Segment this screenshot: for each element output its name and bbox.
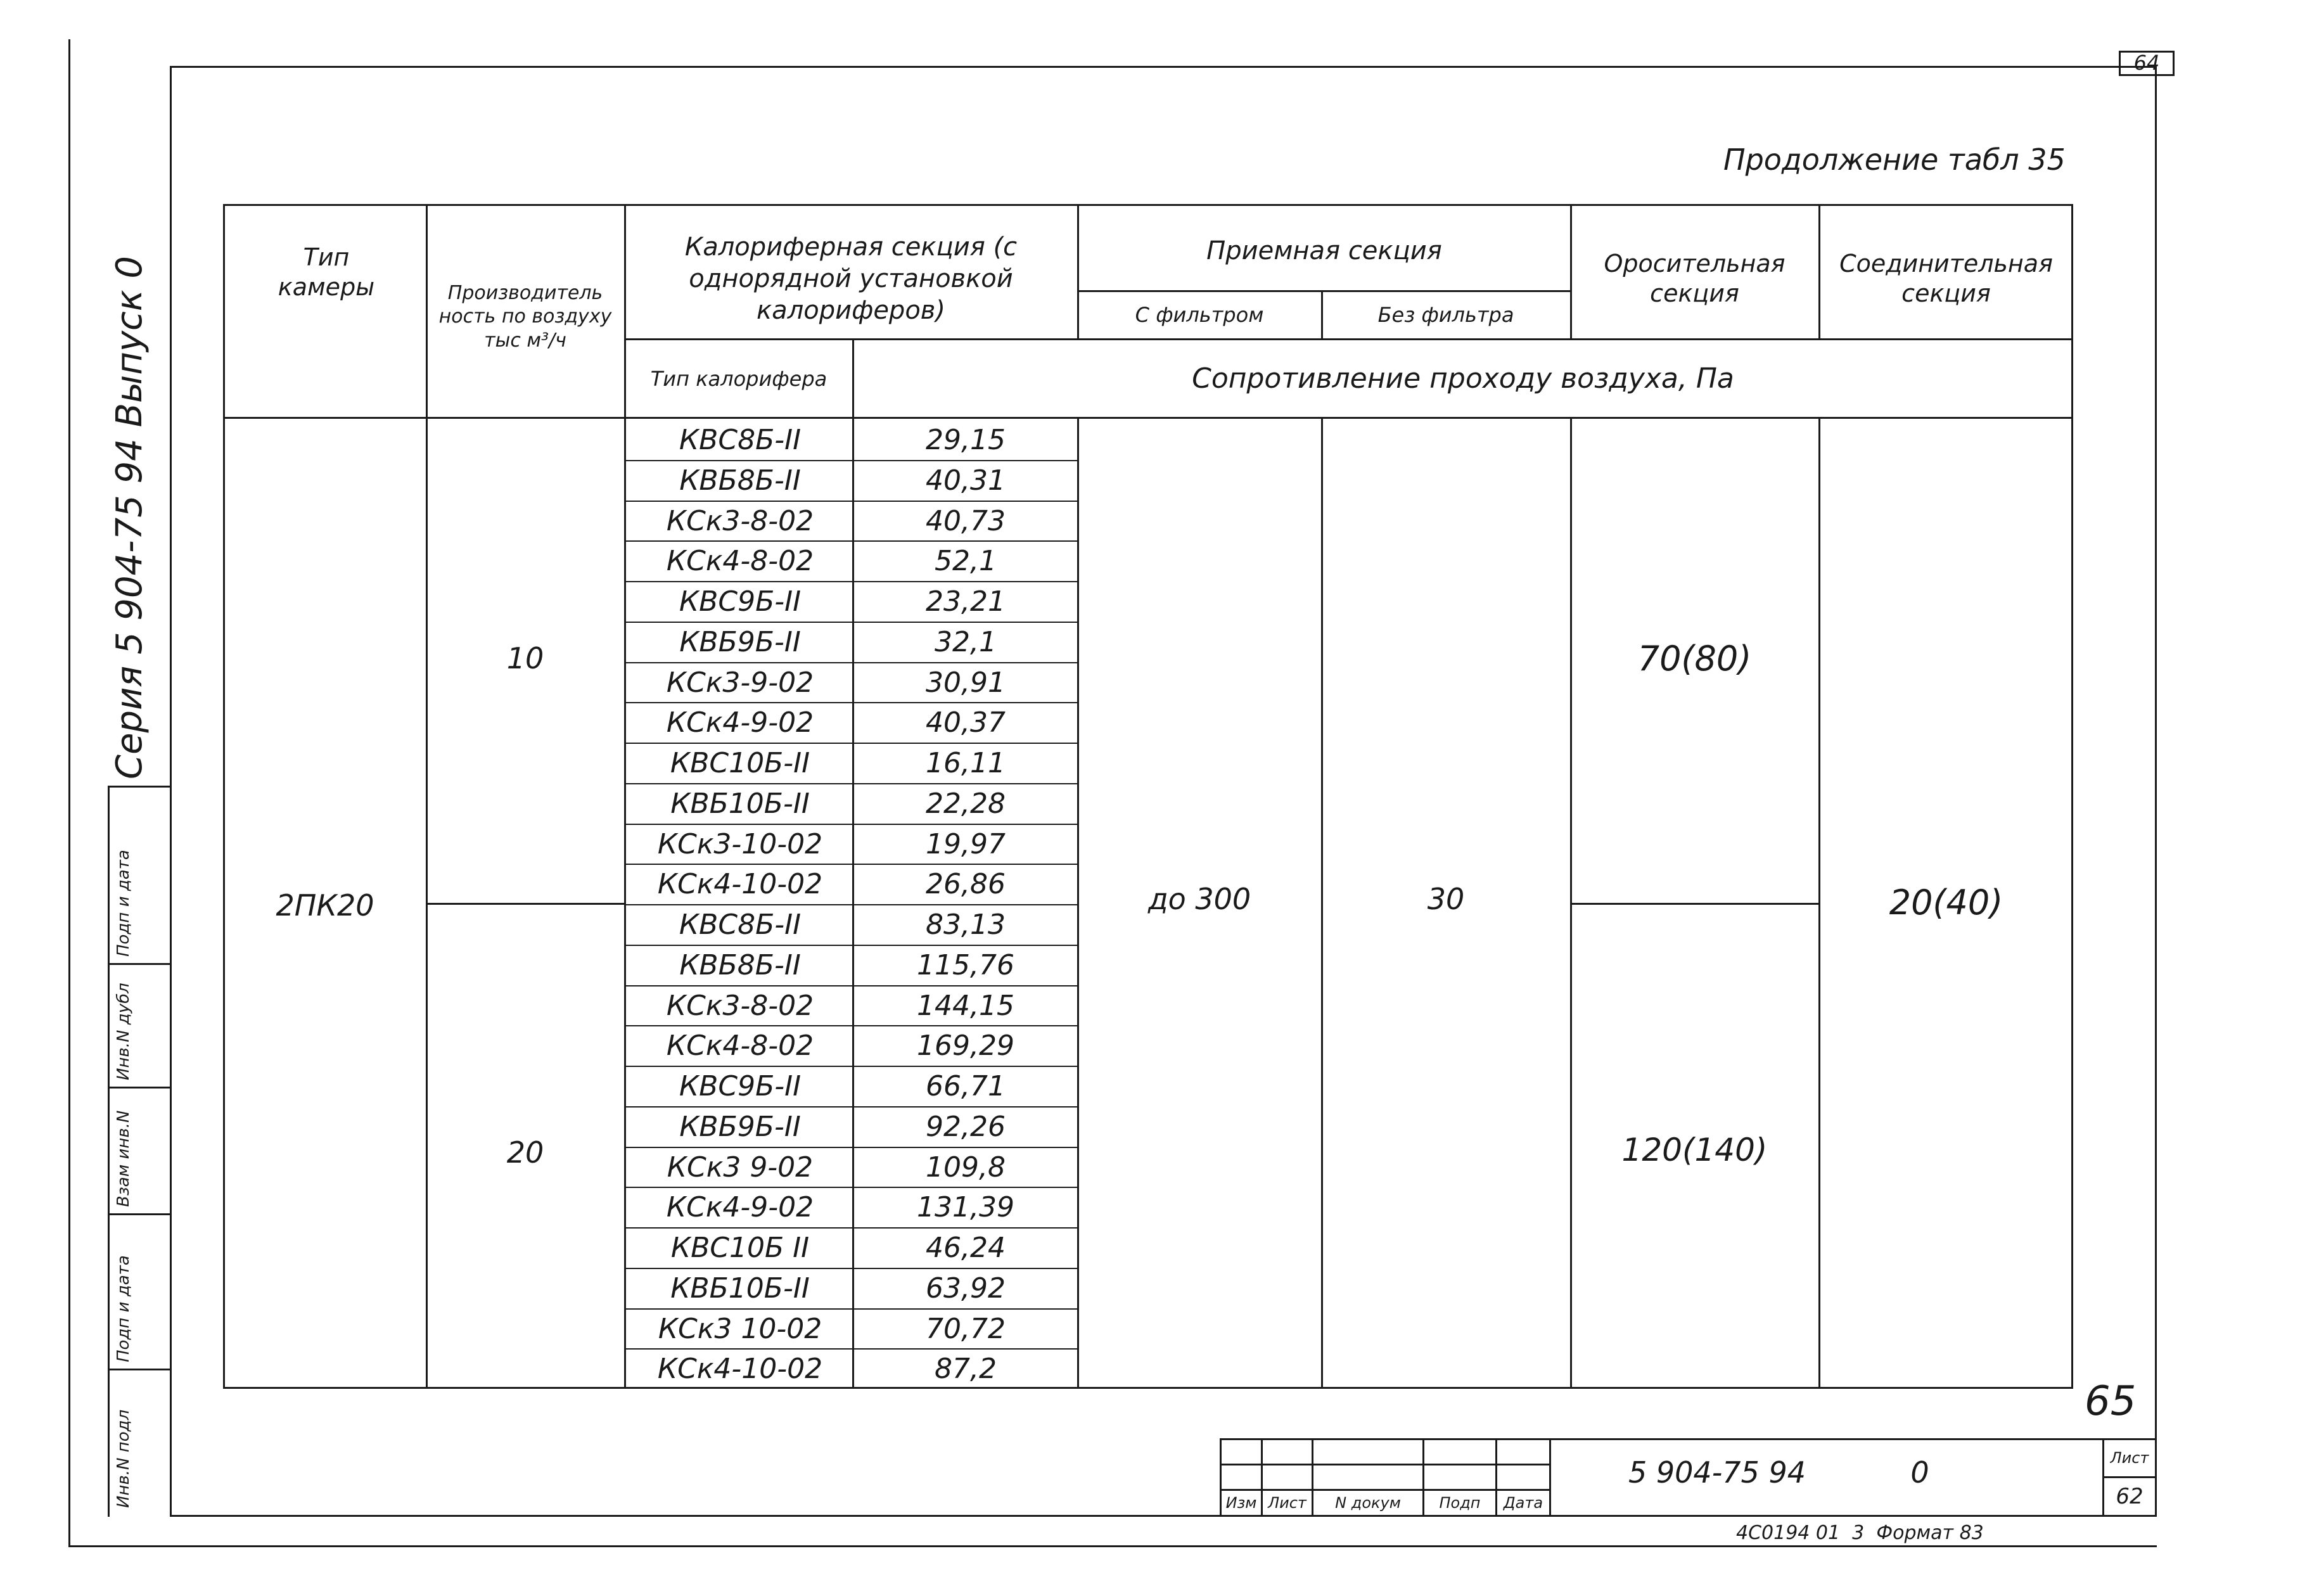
irrigation-split (1570, 903, 1818, 905)
heater-type-cell: КСк3 9-02 (667, 1151, 814, 1184)
resistance-value-cell: 40,73 (926, 504, 1006, 537)
without-filter-value: 30 (1427, 882, 1465, 917)
side-field-divider-3 (108, 1087, 171, 1088)
heater-type-cell: КВБ8Б-II (679, 464, 801, 497)
resistance-value-cell: 115,76 (917, 948, 1014, 981)
heater-type-cell: КСк4-9-02 (666, 706, 814, 739)
resistance-value-cell: 22,28 (926, 787, 1006, 820)
header-without-filter: Без фильтра (1377, 303, 1514, 327)
col-line-6 (1570, 204, 1572, 338)
header-heater-type: Тип калорифера (650, 366, 827, 391)
resistance-value-cell: 131,39 (917, 1191, 1014, 1223)
header-heater-section: Калориферная секция (с однорядной установкой калориферов) (684, 233, 1018, 325)
resistance-value-cell: 109,8 (926, 1151, 1006, 1184)
resistance-value-cell: 30,91 (926, 666, 1006, 699)
resistance-value-cell: 87,2 (935, 1352, 997, 1385)
heater-type-cell: КСк3-10-02 (657, 827, 823, 860)
heater-type-cell: КСк4-8-02 (666, 544, 814, 577)
series-label: Серия 5 904-75 94 Выпуск 0 (109, 255, 150, 779)
resistance-value-cell: 40,31 (926, 464, 1006, 497)
resistance-value-cell: 23,21 (926, 585, 1006, 618)
heater-type-cell: КСк3-8-02 (666, 504, 814, 537)
title-block-rule-1 (1220, 1464, 1549, 1465)
tb-sheet-label: Лист (2110, 1449, 2149, 1467)
side-field-inv-orig: Инв.N подл (114, 1409, 133, 1508)
tb-label-change: Изм (1225, 1494, 1257, 1512)
col-line-4b (1077, 417, 1079, 1389)
header-rule-heater (624, 338, 2073, 340)
side-strip-divider (108, 786, 110, 1517)
header-irrigation-section: Оросительная секция (1604, 249, 1786, 307)
side-field-sign-date-1: Подп и дата (114, 1255, 133, 1362)
resistance-value-cell: 46,24 (926, 1231, 1006, 1264)
title-block-sheet-rule (2102, 1476, 2157, 1478)
tb-sheet-number: 62 (2116, 1483, 2143, 1509)
corner-number: 64 (2133, 51, 2160, 75)
heater-type-cell: КВС10Б-II (670, 746, 810, 779)
resistance-value-cell: 32,1 (935, 625, 997, 658)
header-camera-type: Тип камеры (278, 243, 375, 301)
header-intake-section: Приемная секция (1206, 236, 1442, 265)
heater-type-cell: КСк4-9-02 (666, 1191, 814, 1223)
heater-type-cell: КВБ10Б-II (670, 1272, 810, 1305)
tb-label-sign: Подп (1439, 1494, 1481, 1512)
header-connecting-section: Соединительная секция (1839, 249, 2053, 307)
col-line-5 (1321, 290, 1323, 338)
resistance-value-cell: 92,26 (926, 1110, 1006, 1143)
side-field-divider-4 (108, 1213, 171, 1215)
side-field-divider-5 (108, 1369, 171, 1370)
heater-type-cell: КСк3-9-02 (666, 666, 814, 699)
header-capacity: Производитель ность по воздуху тыс м³/ч (438, 281, 612, 352)
resistance-value-cell: 52,1 (935, 544, 997, 577)
resistance-value-cell: 169,29 (917, 1029, 1014, 1062)
continuation-note: Продолжение табл 35 (1723, 143, 2066, 177)
irrigation-value-2: 120(140) (1621, 1131, 1768, 1168)
heater-type-cell: КСк3 10-02 (658, 1312, 822, 1345)
heater-type-cell: КСк4-10-02 (657, 1352, 823, 1385)
title-block-col-5 (1549, 1438, 1551, 1517)
header-with-filter: С фильтром (1135, 303, 1264, 327)
col-line-5b (1321, 417, 1323, 1389)
heater-type-cell: КСк4-10-02 (657, 867, 823, 900)
resistance-value-cell: 26,86 (926, 867, 1006, 900)
side-field-sign-date-2: Подп и дата (114, 850, 133, 957)
tb-label-sheet: Лист (1268, 1494, 1307, 1512)
heater-type-cell: КВС9Б-II (679, 1069, 802, 1102)
heater-type-cell: КВБ9Б-II (679, 625, 801, 658)
heater-type-cell: КСк4-8-02 (666, 1029, 814, 1062)
resistance-value-cell: 83,13 (926, 908, 1006, 941)
heater-type-cell: КВБ8Б-II (679, 948, 801, 981)
header-bottom-rule (223, 417, 2073, 419)
resistance-value-cell: 63,92 (926, 1272, 1006, 1305)
heater-type-cell: КВБ10Б-II (670, 787, 810, 820)
resistance-value-cell: 16,11 (926, 746, 1006, 779)
bottom-stamp: 4С0194 01 3 Формат 83 (1736, 1522, 1984, 1544)
heater-type-cell: КСк3-8-02 (666, 989, 814, 1022)
heater-type-cell: КВБ9Б-II (679, 1110, 801, 1143)
resistance-value-cell: 40,37 (926, 706, 1006, 739)
heater-type-cell: КВС8Б-II (679, 423, 802, 456)
heater-type-cell: КВС8Б-II (679, 908, 802, 941)
connecting-value: 20(40) (1889, 883, 2003, 923)
resistance-value-cell: 70,72 (926, 1312, 1006, 1345)
side-field-divider-2 (108, 963, 171, 965)
handwritten-page-number: 65 (2085, 1378, 2137, 1425)
capacity-split (426, 903, 624, 905)
capacity-value-20: 20 (506, 1135, 544, 1170)
resistance-value-cell: 144,15 (917, 989, 1014, 1022)
col-line-7b (1818, 417, 1820, 1389)
col-line-1 (426, 204, 428, 1389)
header-rule-intake (1077, 290, 1571, 292)
tb-issue: 0 (1910, 1455, 1929, 1490)
heater-type-cell: КВС10Б II (670, 1231, 810, 1264)
side-field-divider-1 (108, 786, 171, 788)
camera-type-value: 2ПК20 (276, 888, 374, 923)
resistance-value-cell: 19,97 (926, 827, 1006, 860)
heater-type-cell: КВС9Б-II (679, 585, 802, 618)
header-resistance: Сопротивление проходу воздуха, Па (1192, 362, 1734, 395)
tb-label-doc: N докум (1335, 1494, 1401, 1512)
col-line-4 (1077, 204, 1079, 338)
side-field-inv-dup: Инв.N дубл (114, 983, 133, 1080)
resistance-value-cell: 29,15 (926, 423, 1006, 456)
tb-label-date: Дата (1503, 1494, 1543, 1512)
resistance-value-cell: 66,71 (926, 1069, 1006, 1102)
capacity-value-10: 10 (506, 641, 544, 676)
col-line-7 (1818, 204, 1820, 338)
tb-doc-code: 5 904-75 94 (1628, 1455, 1806, 1490)
with-filter-value: до 300 (1147, 882, 1251, 917)
side-field-replace-inv: Взам инв.N (114, 1110, 133, 1207)
irrigation-value-1: 70(80) (1637, 639, 1752, 679)
